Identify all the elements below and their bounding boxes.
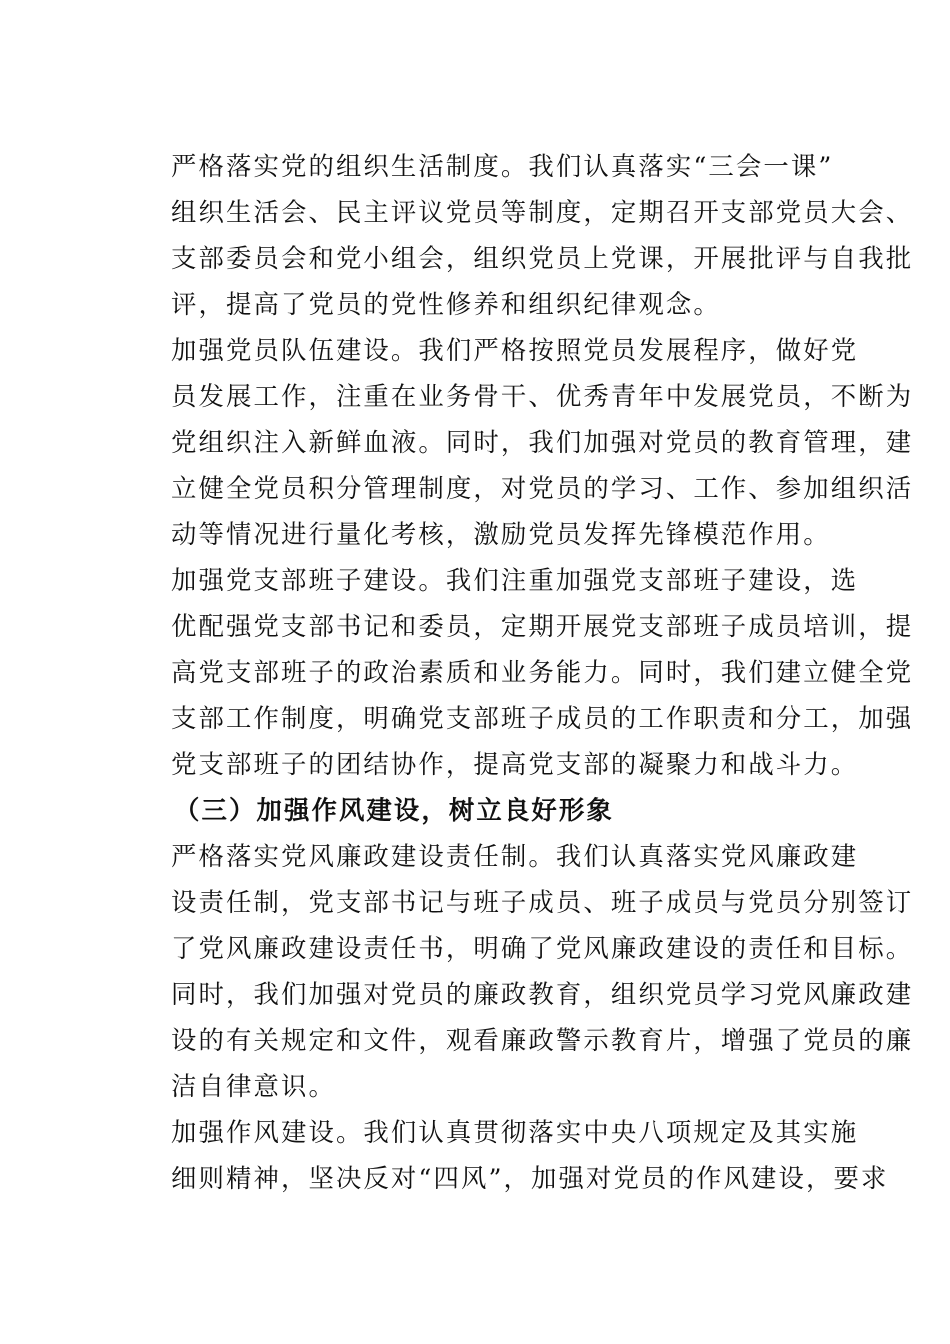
text-line: 支部委员会和党小组会，组织党员上党课，开展批评与自我批 bbox=[171, 243, 914, 273]
text-line: 细则精神，坚决反对“四风”，加强对党员的作风建设，要求 bbox=[171, 1163, 889, 1193]
text-line: 高党支部班子的政治素质和业务能力。同时，我们建立健全党 bbox=[171, 657, 914, 687]
text-line: 动等情况进行量化考核，激励党员发挥先锋模范作用。 bbox=[171, 519, 831, 549]
text-line: 加强党员队伍建设。我们严格按照党员发展程序，做好党 bbox=[171, 335, 859, 365]
text-line: 评，提高了党员的党性修养和组织纪律观念。 bbox=[171, 289, 721, 319]
text-line: 了党风廉政建设责任书，明确了党风廉政建设的责任和目标。 bbox=[171, 933, 914, 963]
text-line: 党支部班子的团结协作，提高党支部的凝聚力和战斗力。 bbox=[171, 749, 859, 779]
text-line: 加强作风建设。我们认真贯彻落实中央八项规定及其实施 bbox=[171, 1117, 859, 1147]
paragraph-member-team bbox=[116, 327, 914, 557]
text-line: 组织生活会、民主评议党员等制度，定期召开支部党员大会、 bbox=[171, 197, 914, 227]
text-line: 加强党支部班子建设。我们注重加强党支部班子建设，选 bbox=[171, 565, 859, 595]
text-line: 立健全党员积分管理制度，对党员的学习、工作、参加组织活 bbox=[171, 473, 914, 503]
section-heading: （三）加强作风建设，树立良好形象 bbox=[174, 795, 614, 825]
text-line: 同时，我们加强对党员的廉政教育，组织党员学习党风廉政建 bbox=[171, 979, 914, 1009]
text-line: 洁自律意识。 bbox=[171, 1071, 336, 1101]
paragraph-work-style bbox=[116, 1109, 889, 1201]
text-line: 支部工作制度，明确党支部班子成员的工作职责和分工，加强 bbox=[171, 703, 914, 733]
text-line: 设的有关规定和文件，观看廉政警示教育片，增强了党员的廉 bbox=[171, 1025, 914, 1055]
paragraph-clean-governance bbox=[116, 833, 914, 1109]
paragraph-organization-life bbox=[116, 143, 914, 327]
text-line: 设责任制，党支部书记与班子成员、班子成员与党员分别签订 bbox=[171, 887, 914, 917]
document-body bbox=[116, 143, 914, 1201]
text-line: 党组织注入新鲜血液。同时，我们加强对党员的教育管理，建 bbox=[171, 427, 914, 457]
text-line: 严格落实党的组织生活制度。我们认真落实“三会一课” bbox=[171, 151, 834, 181]
text-line: 严格落实党风廉政建设责任制。我们认真落实党风廉政建 bbox=[171, 841, 859, 871]
text-line: 员发展工作，注重在业务骨干、优秀青年中发展党员，不断为 bbox=[171, 381, 914, 411]
paragraph-branch-leadership bbox=[116, 557, 914, 787]
text-line: 优配强党支部书记和委员，定期开展党支部班子成员培训，提 bbox=[171, 611, 914, 641]
